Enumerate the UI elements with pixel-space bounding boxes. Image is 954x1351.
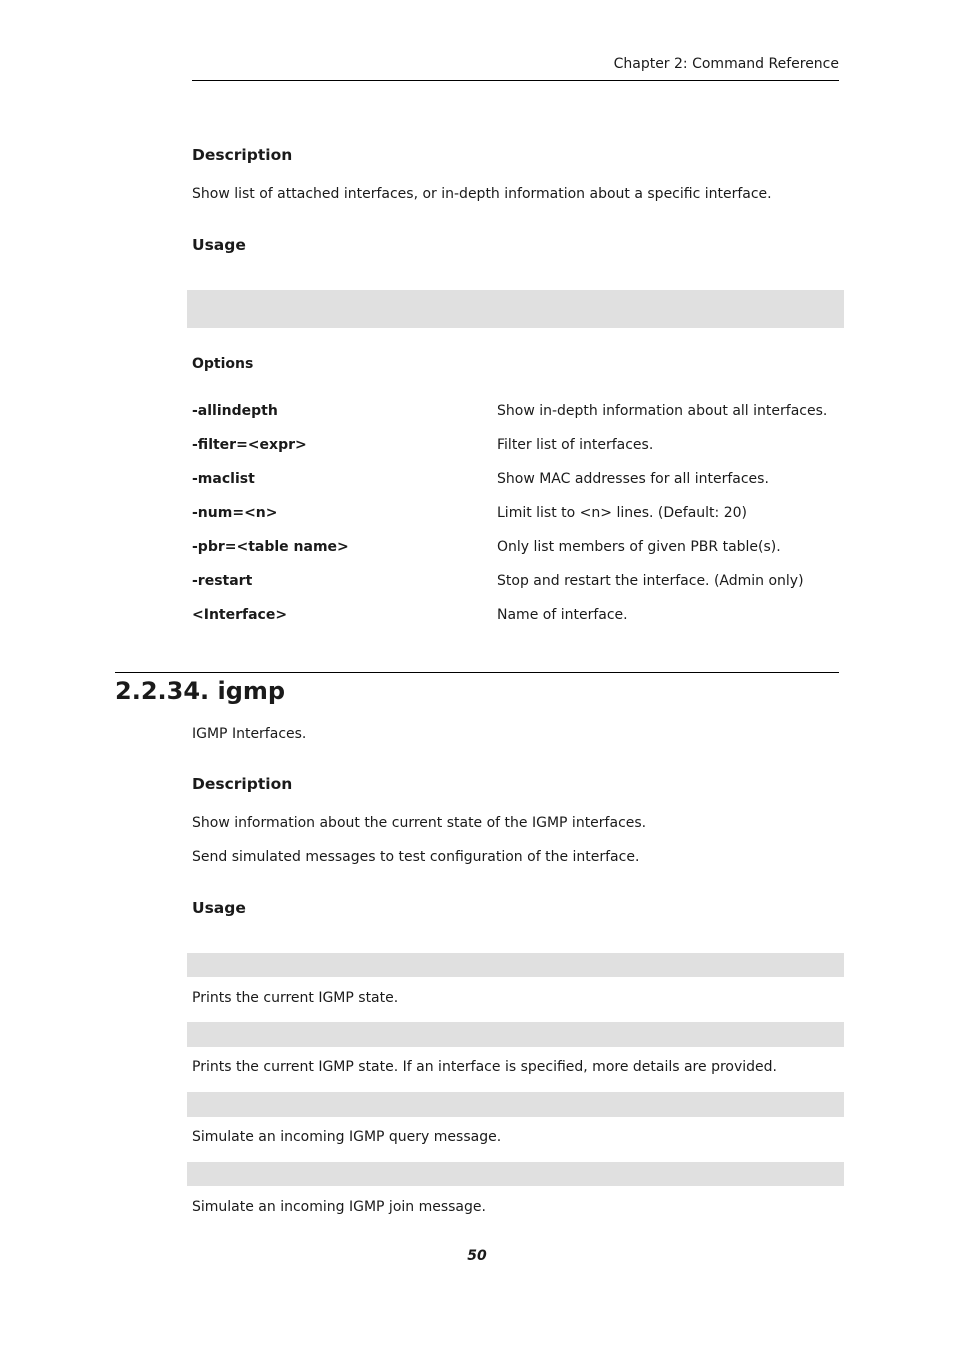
option-name: -allindepth [192, 403, 278, 419]
usage-code-block [187, 290, 844, 328]
description-heading: Description [192, 146, 293, 164]
section-intro: IGMP Interfaces. [192, 726, 307, 742]
usage-note: Simulate an incoming IGMP query message. [192, 1129, 502, 1145]
usage-note: Prints the current IGMP state. If an interface is specified, more details are provided. [192, 1059, 777, 1075]
usage-code-block [187, 1022, 844, 1047]
usage-heading: Usage [192, 236, 246, 254]
usage-code-block [187, 1092, 844, 1117]
running-header: Chapter 2: Command Reference [613, 56, 839, 72]
option-name: -restart [192, 573, 253, 589]
option-description: Only list members of given PBR table(s). [497, 539, 781, 555]
options-label: Options [192, 356, 254, 372]
usage-note: Simulate an incoming IGMP join message. [192, 1199, 486, 1215]
section-divider [115, 672, 839, 673]
page-number: 50 [467, 1248, 487, 1264]
section-title: 2.2.34. igmp [115, 677, 286, 705]
option-name: -num=<n> [192, 505, 278, 521]
option-description: Name of interface. [497, 607, 628, 623]
option-name: -pbr=<table name> [192, 539, 349, 555]
description-line: Show information about the current state of the IGMP interfaces. [192, 815, 647, 831]
usage-note: Prints the current IGMP state. [192, 990, 399, 1006]
description-line: Send simulated messages to test configuration of the interface. [192, 849, 640, 865]
option-name: -maclist [192, 471, 255, 487]
option-description: Filter list of interfaces. [497, 437, 654, 453]
usage-code-block [187, 1162, 844, 1186]
usage-heading: Usage [192, 899, 246, 917]
description-text: Show list of attached interfaces, or in-depth information about a specific interface. [192, 186, 772, 202]
option-description: Show in-depth information about all interfaces. [497, 403, 828, 419]
option-name: <Interface> [192, 607, 288, 623]
option-description: Stop and restart the interface. (Admin only) [497, 573, 804, 589]
usage-code-block [187, 953, 844, 977]
description-heading: Description [192, 775, 293, 793]
header-divider [192, 80, 839, 81]
option-description: Limit list to <n> lines. (Default: 20) [497, 505, 747, 521]
option-description: Show MAC addresses for all interfaces. [497, 471, 769, 487]
option-name: -filter=<expr> [192, 437, 307, 453]
